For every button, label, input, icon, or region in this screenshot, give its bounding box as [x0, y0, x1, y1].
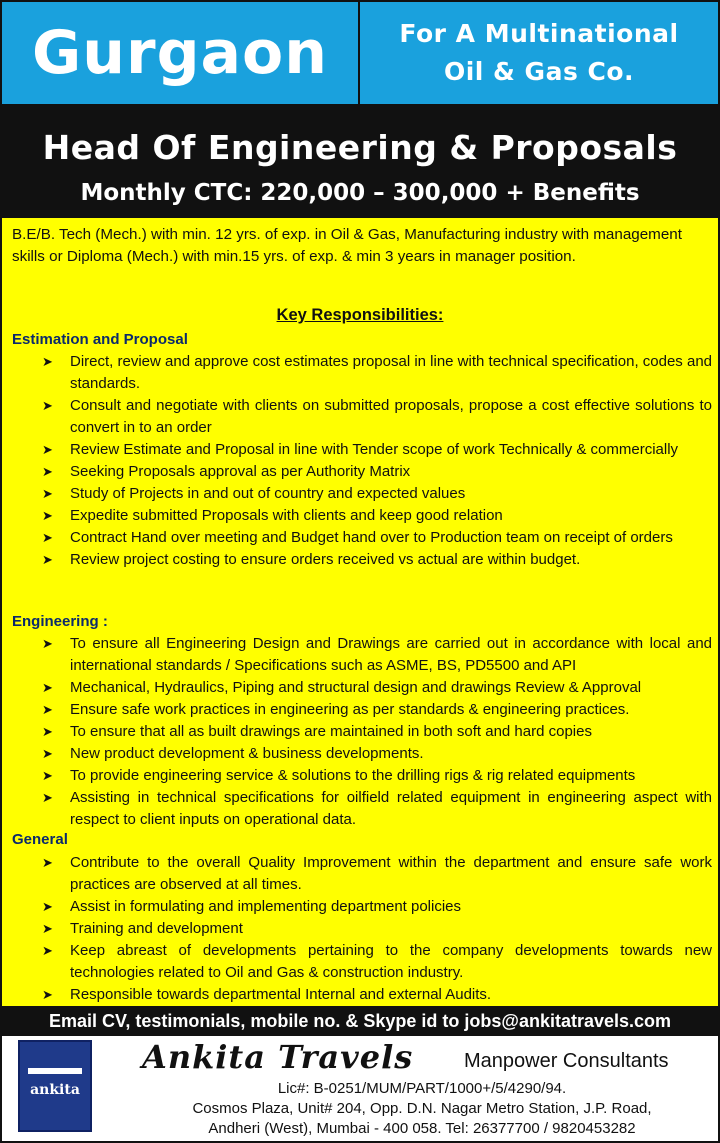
list-item	[42, 699, 712, 721]
city-name: Gurgaon	[32, 18, 328, 88]
list-item-text: Contract Hand over meeting and Budget hand over to Production team on receipt of orders	[70, 529, 673, 546]
estimation-heading: Estimation and Proposal	[12, 331, 188, 348]
list-item	[42, 351, 712, 395]
list-item-text: Seeking Proposals approval as per Authority Matrix	[70, 463, 411, 480]
list-item-text: To provide engineering service & solutions to the drilling rigs & rig related equipments	[70, 767, 636, 784]
list-item-text: To ensure all Engineering Design and Drawings are carried out in accordance with local and international standards / Specifications such as ASME, BS, PD5500 and API	[70, 635, 712, 674]
company-line-2: Oil & Gas Co.	[443, 57, 635, 86]
ankita-logo	[18, 1040, 92, 1132]
arrow-bullet-icon: ➤	[42, 464, 53, 479]
list-item-text: To ensure that all as built drawings are maintained in both soft and hard copies	[70, 723, 592, 740]
arrow-bullet-icon: ➤	[42, 486, 53, 501]
list-item-text: Training and development	[70, 920, 243, 937]
list-item-text: Assist in formulating and implementing department policies	[70, 898, 462, 915]
job-description	[2, 216, 718, 1006]
arrow-bullet-icon: ➤	[42, 680, 53, 695]
address-line-2: Andheri (West), Mumbai - 400 058. Tel: 26377700 / 9820453282	[208, 1120, 636, 1137]
list-item	[42, 765, 712, 787]
monthly-ctc: Monthly CTC: 220,000 – 300,000 + Benefits	[80, 180, 640, 206]
list-item	[42, 395, 712, 439]
list-item-text: Expedite submitted Proposals with clients and keep good relation	[70, 507, 503, 524]
list-item	[42, 439, 712, 461]
qualification-text: B.E/B. Tech (Mech.) with min. 12 yrs. of exp. in Oil & Gas, Manufacturing industry with management skills or Diploma (Mech.) with min.15 yrs. of exp. & min 3 years in manager position.	[12, 226, 682, 265]
list-item-text: Keep abreast of developments pertaining to the company developments towards new technologies related to Oil and Gas & construction industry.	[70, 942, 712, 981]
arrow-bullet-icon: ➤	[42, 855, 53, 870]
arrow-bullet-icon: ➤	[42, 790, 53, 805]
arrow-bullet-icon: ➤	[42, 636, 53, 651]
arrow-bullet-icon: ➤	[42, 508, 53, 523]
job-title: Head Of Engineering & Proposals	[42, 128, 678, 167]
list-item-text: Contribute to the overall Quality Improvement within the department and ensure safe work practices are observed at all times.	[70, 854, 712, 893]
list-item-text: Responsible towards departmental Internal and external Audits.	[70, 986, 492, 1003]
arrow-bullet-icon: ➤	[42, 921, 53, 936]
brand-name: Ankita Travels	[142, 1038, 414, 1076]
email-bar	[2, 1006, 718, 1036]
list-item	[42, 549, 712, 571]
general-heading: General	[12, 831, 68, 848]
arrow-bullet-icon: ➤	[42, 768, 53, 783]
license-number: Lic#: B-0251/MUM/PART/1000+/5/4290/94.	[277, 1080, 567, 1097]
header	[2, 2, 718, 104]
list-item	[42, 677, 712, 699]
logo-bar	[28, 1068, 82, 1074]
list-item	[42, 461, 712, 483]
arrow-bullet-icon: ➤	[42, 702, 53, 717]
arrow-bullet-icon: ➤	[42, 398, 53, 413]
list-item-text: Consult and negotiate with clients on submitted proposals, propose a cost effective solutions to convert in to an order	[70, 397, 712, 436]
list-item	[42, 527, 712, 549]
list-item	[42, 984, 712, 1006]
title-bar	[2, 104, 718, 216]
email-instruction: Email CV, testimonials, mobile no. & Skype id to jobs@ankitatravels.com	[48, 1010, 672, 1031]
list-item-text: Study of Projects in and out of country and expected values	[70, 485, 466, 502]
estimation-list	[42, 351, 712, 571]
arrow-bullet-icon: ➤	[42, 987, 53, 1002]
list-item	[42, 633, 712, 677]
address-line-1: Cosmos Plaza, Unit# 204, Opp. D.N. Nagar Metro Station, J.P. Road,	[192, 1100, 652, 1117]
list-item	[42, 483, 712, 505]
engineering-list	[42, 633, 712, 831]
list-item-text: New product development & business developments.	[70, 745, 424, 762]
list-item	[42, 743, 712, 765]
list-item	[42, 787, 712, 831]
tagline: Manpower Consultants	[464, 1050, 669, 1072]
list-item	[42, 721, 712, 743]
list-item-text: Review project costing to ensure orders received vs actual are within budget.	[70, 551, 581, 568]
list-item	[42, 896, 712, 918]
list-item	[42, 505, 712, 527]
list-item-text: Ensure safe work practices in engineering as per standards & engineering practices.	[70, 701, 630, 718]
logo-text: ankita	[30, 1082, 80, 1098]
arrow-bullet-icon: ➤	[42, 354, 53, 369]
city-box	[2, 2, 360, 104]
list-item-text: Mechanical, Hydraulics, Piping and structural design and drawings Review & Approval	[70, 679, 642, 696]
arrow-bullet-icon: ➤	[42, 746, 53, 761]
list-item-text: Assisting in technical specifications for oilfield related equipment in engineering aspect with respect to client inputs on operational data.	[70, 789, 712, 828]
engineering-heading: Engineering :	[12, 613, 108, 630]
list-item	[42, 918, 712, 940]
key-responsibilities-heading: Key Responsibilities:	[276, 306, 444, 324]
list-item	[42, 852, 712, 896]
general-list	[42, 852, 712, 1006]
company-line-1: For A Multinational	[399, 19, 679, 48]
arrow-bullet-icon: ➤	[42, 442, 53, 457]
arrow-bullet-icon: ➤	[42, 943, 53, 958]
list-item-text: Direct, review and approve cost estimates proposal in line with technical specification, codes and standards.	[70, 353, 712, 392]
list-item	[42, 940, 712, 984]
arrow-bullet-icon: ➤	[42, 530, 53, 545]
arrow-bullet-icon: ➤	[42, 899, 53, 914]
arrow-bullet-icon: ➤	[42, 552, 53, 567]
arrow-bullet-icon: ➤	[42, 724, 53, 739]
list-item-text: Review Estimate and Proposal in line with Tender scope of work Technically & commercially	[70, 441, 679, 458]
company-box	[360, 2, 718, 104]
footer	[2, 1036, 718, 1141]
